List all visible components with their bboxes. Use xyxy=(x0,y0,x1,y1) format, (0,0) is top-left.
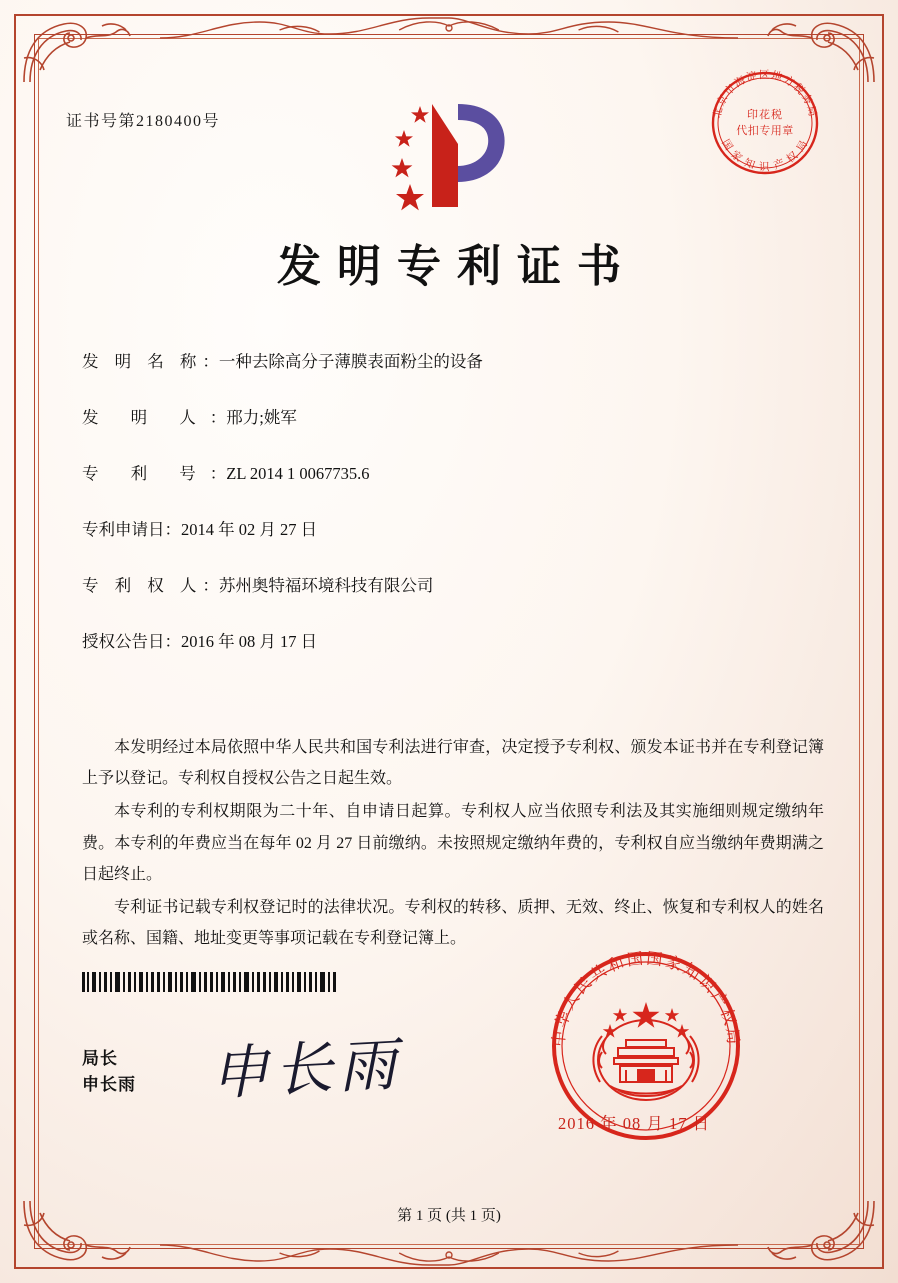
seal-date: 2016 年 08 月 17 日 xyxy=(558,1114,711,1133)
field-label: 授权公告日 xyxy=(82,632,165,651)
field-grant-announcement-date xyxy=(82,628,828,652)
field-label: 发 明 名 称 xyxy=(82,352,203,371)
top-edge-ornament-icon xyxy=(160,12,738,46)
field-invention-title xyxy=(82,348,828,372)
bottom-edge-ornament-icon xyxy=(160,1237,738,1271)
page-footer: 第 1 页 (共 1 页) xyxy=(397,1208,501,1224)
field-application-date xyxy=(82,516,828,540)
svg-text:代扣专用章: 代扣专用章 xyxy=(736,125,794,137)
legal-text xyxy=(82,732,824,956)
paragraph: 本专利的专利权期限为二十年、自申请日起算。专利权人应当依照专利法及其实施细则规定缴纳年费。本专利的年费应当在每年 02 月 27 日前缴纳。未按照规定缴纳年费的，专利权自应当缴纳年费期满之日起终止。 xyxy=(82,803,824,883)
svg-text:中华人民共和国国家知识产权局: 中华人民共和国国家知识产权局 xyxy=(550,950,742,1048)
page-title: 发明专利证书 xyxy=(277,242,637,291)
field-value: ：2014 年 02 月 27 日 xyxy=(164,520,318,539)
tax-stamp-seal xyxy=(702,60,828,186)
field-label: 专 利 权 人 xyxy=(82,576,203,595)
field-inventor xyxy=(82,404,828,428)
fields-list xyxy=(82,348,828,684)
field-value: ：一种去除高分子薄膜表面粉尘的设备 xyxy=(202,352,483,371)
field-label: 专利申请日 xyxy=(82,520,165,539)
field-value: ：2016 年 08 月 17 日 xyxy=(164,632,318,651)
paragraph: 专利证书记载专利权登记时的法律状况。专利权的转移、质押、无效、终止、恢复和专利权人的姓名或名称、国籍、地址变更等事项记载在专利登记簿上。 xyxy=(82,898,824,948)
svg-text:北京市海淀区地方税务局: 北京市海淀区地方税务局 xyxy=(712,70,818,120)
svg-text:国 家 知 识 产 权 局: 国 家 知 识 产 权 局 xyxy=(719,137,811,173)
signature-block xyxy=(82,1046,136,1097)
field-value: ：苏州奥特福环境科技有限公司 xyxy=(202,576,434,595)
certificate-number: 证书号第2180400号 xyxy=(66,113,221,130)
field-value: ：邢力;姚军 xyxy=(209,408,297,427)
barcode xyxy=(82,972,340,992)
paragraph: 本发明经过本局依照中华人民共和国专利法进行审查，决定授予专利权、颁发本证书并在专利登记簿上予以登记。专利权自授权公告之日起生效。 xyxy=(82,739,824,788)
field-patent-number xyxy=(82,460,828,484)
field-patentee xyxy=(82,572,828,596)
svg-text:印花税: 印花税 xyxy=(747,109,783,121)
signature-name: 申长雨 xyxy=(82,1074,136,1094)
cnipa-logo-icon xyxy=(374,82,524,212)
handwritten-signature: 申长雨 xyxy=(208,1032,404,1107)
field-label: 发 明 人 xyxy=(82,408,210,427)
field-value: ：ZL 2014 1 0067735.6 xyxy=(209,464,370,483)
field-label: 专 利 号 xyxy=(82,464,210,483)
certificate-content xyxy=(60,60,838,1233)
signature-role: 局长 xyxy=(82,1049,118,1068)
